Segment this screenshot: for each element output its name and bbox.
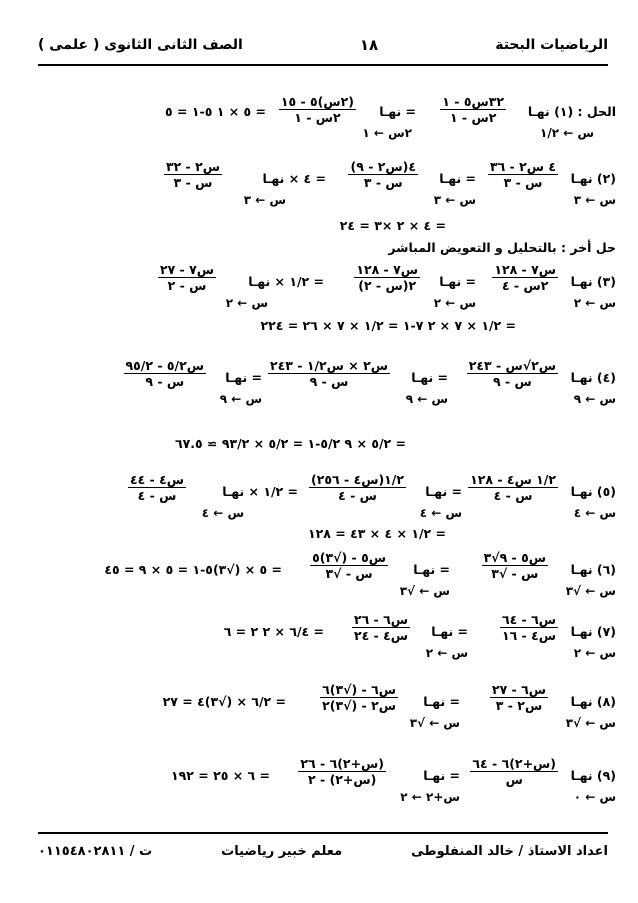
fraction	[488, 159, 558, 190]
limit-subscript: س ← ٩	[219, 392, 262, 406]
fraction	[128, 472, 186, 503]
fraction-numerator: س٧ - ١٢٨	[356, 262, 418, 277]
fraction-denominator: س٢ - ٣	[495, 698, 543, 713]
fraction-numerator: س٢ - ٣٢	[165, 159, 220, 174]
fraction-denominator: س - ٢	[167, 278, 207, 293]
limit-subscript: س ← √٣	[409, 716, 460, 730]
problem-label: (٤) نهـا	[570, 370, 616, 385]
fraction-denominator: س - ٩	[145, 374, 185, 389]
alt-solution-label: حل أخر : بالتحليل و التعويض المباشر	[388, 240, 616, 255]
fraction	[500, 612, 558, 643]
fraction-denominator: س - ٣	[173, 175, 213, 190]
limit-subscript: س ← ٢	[425, 646, 468, 660]
phone-number: ت / ٠١١٥٤٨٠٢٨١١	[38, 844, 153, 859]
problem-label: (٦) نهـا	[570, 562, 616, 577]
fraction-numerator: س٥/٢ - ٩٥/٢	[125, 358, 204, 373]
fraction-numerator: ١/٢(س٤ - ٢٥٦)	[311, 472, 404, 487]
fraction	[268, 358, 390, 389]
limit-subscript: س ← ٩	[573, 392, 616, 406]
equals-lim: = نهـا	[425, 484, 462, 499]
fraction-denominator: س - ٤	[493, 488, 533, 503]
equals-lim: = نهـا	[431, 624, 468, 639]
fraction	[470, 756, 558, 787]
equals-lim: = نهـا	[225, 370, 262, 385]
fraction-numerator: س٤ - ٤٤	[129, 472, 184, 487]
fraction-denominator: ٢س - ١	[294, 110, 341, 125]
fraction	[348, 159, 418, 190]
fraction-numerator: ٤ س٢ - ٣٦	[489, 159, 556, 174]
fraction-denominator: س - ٤	[338, 488, 377, 503]
fraction	[352, 612, 410, 643]
problem-1	[20, 92, 616, 142]
equals-lim: = نهـا	[439, 171, 476, 186]
fraction	[310, 550, 388, 581]
result: = ٦ × ٢٥ = ١٩٢	[171, 768, 270, 783]
equals-lim: = ١/٢ × نهـا	[248, 274, 324, 289]
limit-subscript: س ← ٣	[573, 193, 616, 207]
limit-subscript: س ← ٢	[225, 296, 268, 310]
fraction-denominator: س - ٩	[309, 374, 349, 389]
problem-label: (٨) نهـا	[570, 694, 616, 709]
fraction-numerator: (س+٢)٦ - ٦٤	[472, 756, 556, 771]
subject-title: الرياضيات البحتة	[495, 37, 608, 53]
result: = ٦/٤ × ٢ ٢ = ٦	[223, 624, 324, 639]
fraction-denominator: س٤ - ١٦	[501, 628, 556, 643]
fraction-denominator: س	[505, 772, 523, 787]
fraction-numerator: س٢ × س١/٢ - ٢٤٣	[270, 358, 388, 373]
limit-subscript: س ← ٢	[573, 296, 616, 310]
equals-lim: = نهـا	[379, 104, 416, 119]
equals-lim: = نهـا	[413, 562, 450, 577]
result: = ١/٢ × ٤ × ٤٣ = ١٢٨	[307, 526, 446, 541]
problem-label: (٩) نهـا	[570, 768, 616, 783]
limit-subscript: س ← √٣	[399, 584, 450, 598]
fraction	[279, 94, 356, 125]
fraction-numerator: س٢√س - ٢٤٣	[468, 358, 556, 373]
fraction-denominator: س - ٣	[363, 175, 403, 190]
equals-lim: = نهـا	[439, 274, 476, 289]
equals-lim: = نهـا	[423, 768, 460, 783]
fraction-numerator: س٧ - ١٢٨	[494, 262, 556, 277]
fraction-denominator: س - √٣	[325, 566, 373, 581]
equals-lim: = نهـا	[423, 694, 460, 709]
fraction-denominator: ٢(س - ٢)	[358, 278, 417, 293]
problem-label: (٢) نهـا	[570, 171, 616, 186]
limit-subscript: س ← √٣	[565, 584, 616, 598]
fraction-numerator: ٤(س٢ - ٩)	[350, 159, 416, 174]
fraction-numerator: س٦ - ٢٦	[353, 612, 408, 627]
fraction-denominator: س - √٣	[491, 566, 539, 581]
fraction	[298, 756, 386, 787]
fraction-numerator: س٦ - (√٣)٦	[322, 682, 396, 697]
fraction	[482, 550, 548, 581]
result: = ٥/٢ × ٩ ٥/٢-١ = ٥/٢ × ٩٣/٢ ≃ ٦٧.٥	[174, 436, 406, 451]
fraction	[309, 472, 406, 503]
fraction	[164, 159, 222, 190]
limit-subscript: س ← ٣	[433, 193, 476, 207]
fraction	[467, 358, 558, 389]
fraction	[158, 262, 216, 293]
fraction-denominator: (س+٢) - ٢	[308, 772, 377, 787]
limit-subscript: س ← √٣	[565, 716, 616, 730]
fraction-numerator: ١/٢ س٤ - ١٢٨	[470, 472, 556, 487]
fraction	[124, 358, 206, 389]
fraction-numerator: س٥ - (√٣)٥	[312, 550, 386, 565]
fraction-denominator: س٤ - ٢٤	[353, 628, 408, 643]
limit-subscript: س+٢ ← ٢	[400, 790, 460, 804]
fraction-denominator: س٢ - (√٣)٢	[322, 698, 396, 713]
result: = ٦/٢ × (√٣)٤ = ٢٧	[162, 694, 286, 709]
problem-label: (٥) نهـا	[570, 484, 616, 499]
limit-subscript: س ← ٢	[573, 646, 616, 660]
limit-subscript: س ← ١/٢	[540, 126, 594, 140]
fraction	[468, 472, 558, 503]
limit-subscript: س ← ٢	[433, 296, 476, 310]
fraction	[320, 682, 398, 713]
page-number: ١٨	[359, 36, 379, 54]
author-title: معلم خبير رياضيات	[221, 844, 343, 859]
problem-9	[20, 754, 616, 810]
fraction	[490, 682, 548, 713]
fraction-denominator: ٢س - ٤	[501, 278, 549, 293]
fraction-numerator: (س+٢)٦ - ٢٦	[300, 756, 384, 771]
result: = ١/٢ × ٧ × ٢ ٧-١ = ١/٢ × ٧ × ٢٦ = ٢٢٤	[260, 318, 516, 333]
limit-subscript: س ← ٤	[573, 506, 616, 520]
fraction-numerator: ٣٢س٥ - ١	[442, 94, 504, 109]
problem-5	[20, 468, 616, 524]
fraction-denominator: س - ٤	[137, 488, 177, 503]
page-footer	[38, 832, 608, 859]
problem-label: الحل : (١) نهـا	[527, 104, 616, 119]
fraction	[492, 262, 558, 293]
limit-subscript: ٢س ← ١	[362, 126, 412, 140]
result: = ٥ × ١ ٥-١ = ٥	[165, 104, 266, 119]
problem-8	[20, 676, 616, 738]
equals-lim: = نهـا	[411, 370, 448, 385]
fraction	[440, 94, 506, 125]
limit-subscript: س ← ٤	[419, 506, 462, 520]
problem-label: (٧) نهـا	[570, 624, 616, 639]
limit-subscript: س ← ٤	[201, 506, 244, 520]
problem-label: (٣) نهـا	[570, 274, 616, 289]
result: = ٥ × (√٣)٥-١ = ٥ × ٩ = ٤٥	[104, 562, 282, 577]
problem-4	[20, 348, 616, 410]
problem-6	[20, 546, 616, 602]
limit-subscript: س ← ٣	[243, 193, 286, 207]
grade-title: الصف الثانى الثانوى ( علمى )	[38, 37, 243, 53]
problem-3	[20, 258, 616, 314]
fraction-denominator: س - ٣	[503, 175, 543, 190]
fraction-numerator: س٧ - ٢٧	[159, 262, 214, 277]
limit-subscript: س ← ٩	[405, 392, 448, 406]
fraction	[354, 262, 420, 293]
author-name: اعداد الاستاذ / خالد المنفلوطى	[411, 844, 608, 859]
problem-7	[20, 608, 616, 664]
result: = ٤ × ٢ ×٣ = ٢٤	[339, 218, 446, 233]
fraction-denominator: ٢س - ١	[449, 110, 497, 125]
page-header	[38, 30, 608, 66]
fraction-denominator: س - ٩	[492, 374, 532, 389]
equals-lim: = ٤ × نهـا	[262, 171, 326, 186]
fraction-numerator: س٥ - ٩√٣	[483, 550, 546, 565]
problem-2	[20, 155, 616, 215]
fraction-numerator: س٦ - ٢٧	[491, 682, 546, 697]
limit-subscript: س ← ٠	[573, 790, 616, 804]
equals-lim: = ١/٢ × نهـا	[222, 484, 298, 499]
fraction-numerator: س٦ - ٦٤	[501, 612, 556, 627]
fraction-numerator: (٢س)٥ - ١٥	[280, 94, 354, 109]
